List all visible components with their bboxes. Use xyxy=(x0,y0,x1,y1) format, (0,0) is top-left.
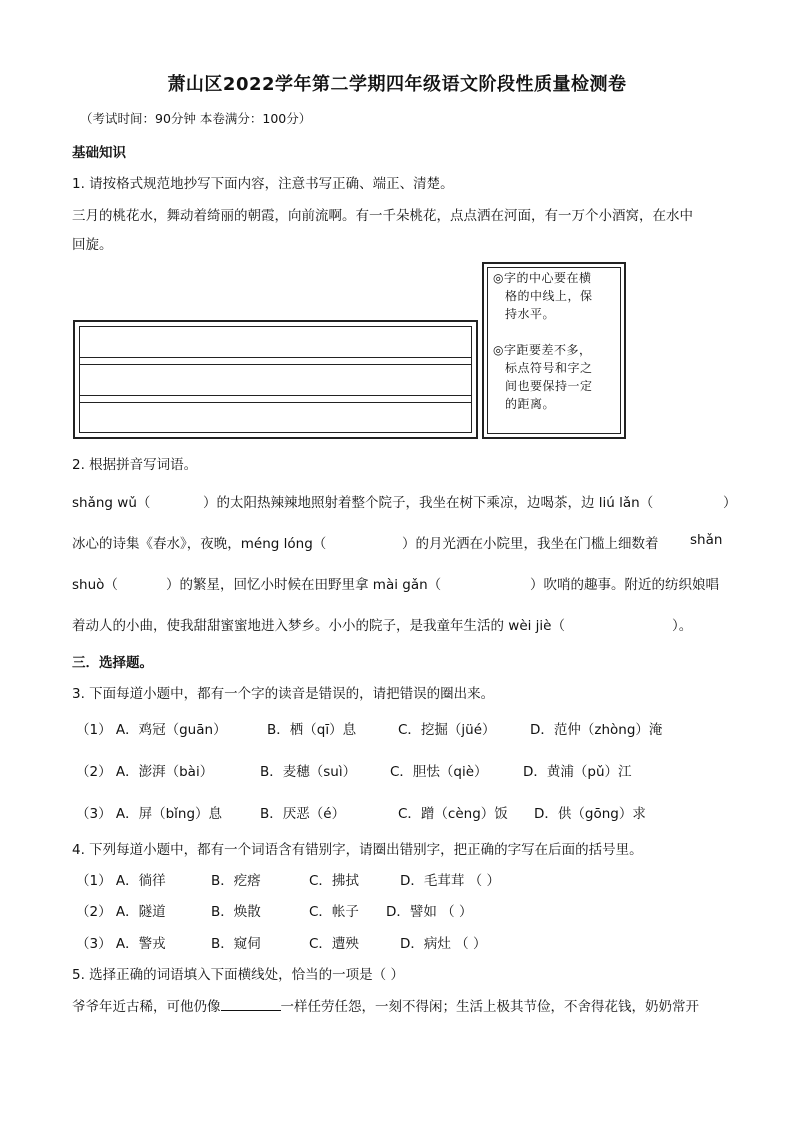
option-text: C．挖掘（jüé） xyxy=(398,722,496,738)
option-text: D．病灶 （ ） xyxy=(400,936,487,952)
option-text: D．黄浦（pǔ）江 xyxy=(523,764,632,780)
option-text: （1） A．鸡冠（guān） xyxy=(76,722,227,738)
tip-line: 间也要保持一定 xyxy=(505,379,593,393)
tip-line: 持水平。 xyxy=(505,307,556,321)
option-text: C．胆怯（qiè） xyxy=(390,764,488,780)
pinyin-text: 着动人的小曲，使我甜甜蜜蜜地进入梦乡。小小的院子，是我童年生活的 wèi jiè（ xyxy=(72,618,565,634)
sentence-part: 爷爷年近古稀，可他仍像 xyxy=(72,999,221,1015)
pinyin-text: ）的繁星，回忆小时候在田野里拿 mài gǎn（ xyxy=(166,577,442,593)
pinyin-text: ） xyxy=(723,495,737,511)
fill-blank[interactable] xyxy=(221,998,281,1011)
question-2-prompt: 2. 根据拼音写词语。 xyxy=(72,457,198,473)
option-text: D．范仲（zhòng）淹 xyxy=(530,722,663,738)
option-text: D．毛茸茸 （ ） xyxy=(400,873,500,889)
option-text: （3） A．警戎 xyxy=(76,936,166,952)
handwriting-line xyxy=(80,364,471,365)
handwriting-line xyxy=(80,357,471,358)
option-text: C．蹭（cèng）饭 xyxy=(398,806,508,822)
pinyin-text: ）。 xyxy=(672,618,693,634)
option-text: （3） A．屏（bǐng）息 xyxy=(76,806,223,822)
option-text: （1） A．徜徉 xyxy=(76,873,166,889)
tip-line: 格的中线上，保 xyxy=(505,289,593,303)
question-5-sentence xyxy=(72,995,699,1015)
exam-info: （考试时间：90分钟 本卷满分：100分） xyxy=(80,111,312,126)
question-1-prompt: 1. 请按格式规范地抄写下面内容，注意书写正确、端正、清楚。 xyxy=(72,176,454,192)
option-text: B．疙瘩 xyxy=(211,873,261,889)
option-text: B．窥伺 xyxy=(211,936,261,952)
pinyin-text: shǎn xyxy=(690,532,723,548)
handwriting-grid xyxy=(79,326,472,433)
option-text: B．栖（qī）息 xyxy=(267,722,357,738)
option-text: B．麦穗（suì） xyxy=(260,764,357,780)
option-text: C．遭殃 xyxy=(309,936,359,952)
pinyin-text: ）的太阳热辣辣地照射着整个院子，我坐在树下乘凉，边喝茶，边 liú lǎn（ xyxy=(203,495,654,511)
option-text: B．厌恶（é） xyxy=(260,806,346,822)
option-text: D．供（gōng）求 xyxy=(534,806,646,822)
section-heading-choice: 三．选择题。 xyxy=(72,655,153,671)
pinyin-text: shuò（ xyxy=(72,577,118,593)
pinyin-text: ）的月光洒在小院里，我坐在门槛上细数着 xyxy=(402,536,659,552)
pinyin-text: shǎng wǔ（ xyxy=(72,495,151,511)
option-text: C．拂拭 xyxy=(309,873,359,889)
section-heading-basic: 基础知识 xyxy=(72,145,126,161)
question-1-passage-line-2: 回旋。 xyxy=(72,237,113,253)
pinyin-text: ）吹哨的趣事。附近的纺织娘唱 xyxy=(530,577,719,593)
tip-line: ◎字的中心要在横 xyxy=(493,271,592,285)
handwriting-line xyxy=(80,395,471,396)
question-5-prompt: 5. 选择正确的词语填入下面横线处，恰当的一项是（ ） xyxy=(72,967,404,983)
question-1-passage-line-1: 三月的桃花水，舞动着绮丽的朝霞，向前流啊。有一千朵桃花，点点洒在河面，有一万个小酒窝，在水中 xyxy=(72,208,693,224)
question-4-prompt: 4. 下列每道小题中，都有一个词语含有错别字，请圈出错别字，把正确的字写在后面的括号里。 xyxy=(72,842,643,858)
page-title: 萧山区2022学年第二学期四年级语文阶段性质量检测卷 xyxy=(167,74,627,95)
tip-line: ◎字距要差不多， xyxy=(493,343,592,357)
tip-line: 的距离。 xyxy=(505,397,556,411)
tip-line: 标点符号和字之 xyxy=(505,361,593,375)
handwriting-box[interactable] xyxy=(73,320,478,439)
option-text: （2） A．隧道 xyxy=(76,904,166,920)
pinyin-text: 冰心的诗集《春水》，夜晚，méng lóng（ xyxy=(72,536,327,552)
option-text: C．帐子 xyxy=(309,904,359,920)
option-text: （2） A．澎湃（bài） xyxy=(76,764,214,780)
option-text: D．譬如 （ ） xyxy=(386,904,473,920)
option-text: B．焕散 xyxy=(211,904,261,920)
handwriting-line xyxy=(80,402,471,403)
question-3-prompt: 3. 下面每道小题中，都有一个字的读音是错误的，请把错误的圈出来。 xyxy=(72,686,495,702)
writing-tips-box xyxy=(482,262,626,439)
sentence-part: 一样任劳任怨，一刻不得闲；生活上极其节俭，不舍得花钱，奶奶常开 xyxy=(280,999,699,1015)
